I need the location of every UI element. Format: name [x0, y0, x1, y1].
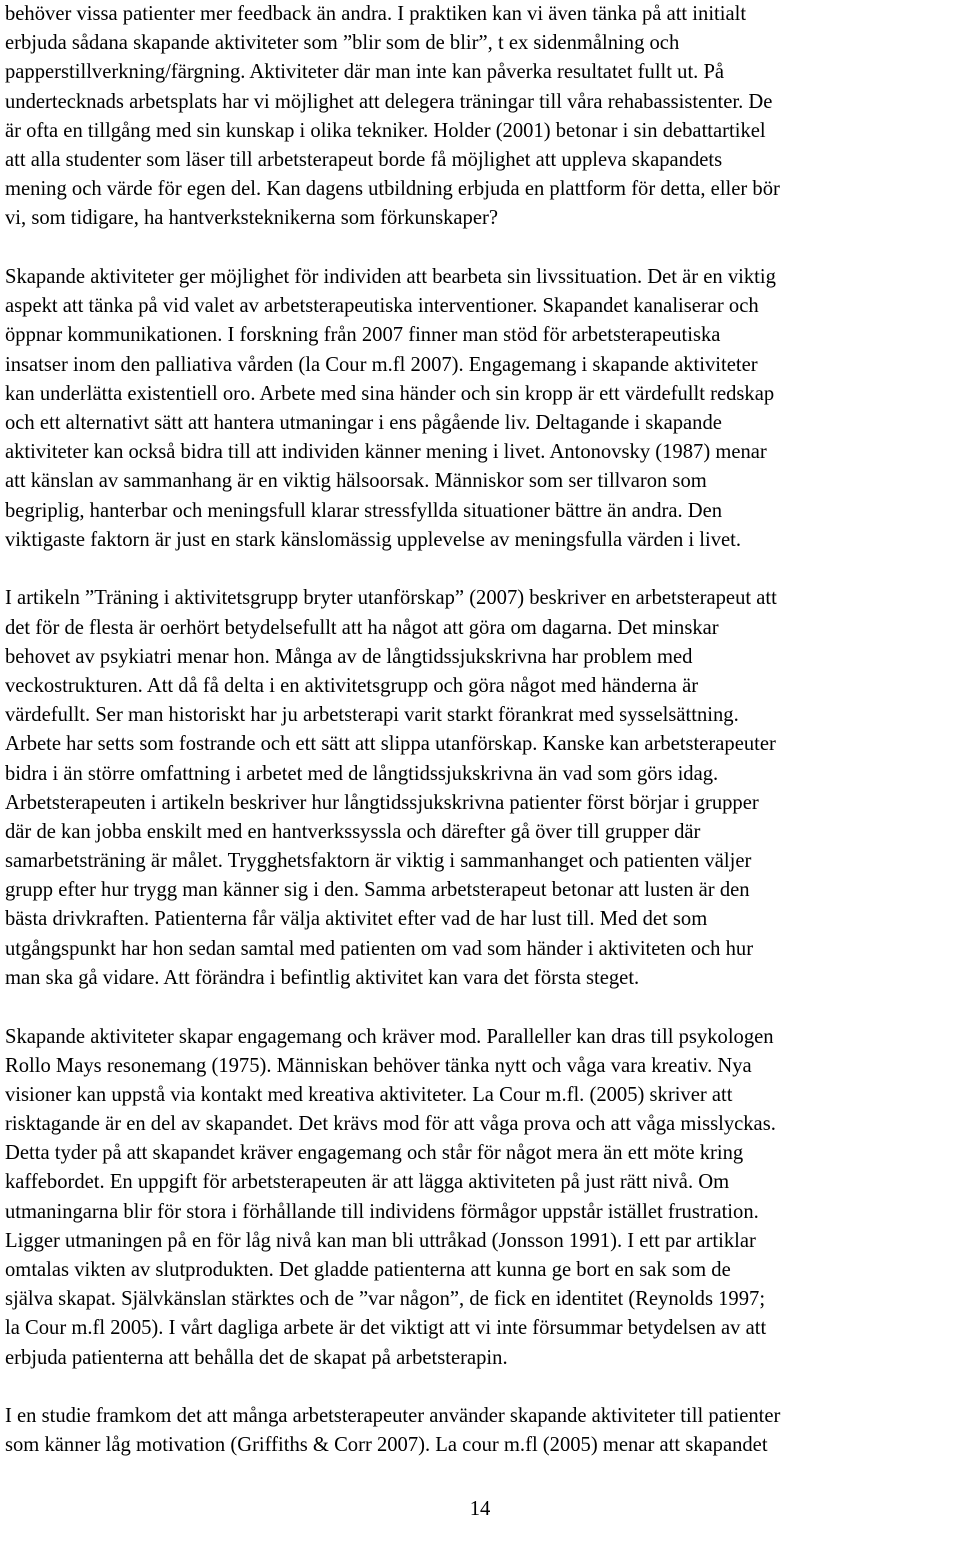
text-line: insatser inom den palliativa vården (la Cour m.fl 2007). Engagemang i skapande aktiviteter — [5, 353, 758, 376]
text-line: bidra i än större omfattning i arbetet med de långtidssjukskrivna än vad som görs idag. — [5, 762, 719, 785]
text-line: visioner kan uppstå via kontakt med kreativa aktiviteter. La Cour m.fl. (2005) skriver att — [5, 1083, 733, 1106]
text-line: grupp efter hur trygg man känner sig i den. Samma arbetsterapeut betonar att lusten är den — [5, 879, 750, 902]
text-line: som känner låg motivation (Griffiths & Corr 2007). La cour m.fl (2005) menar att skapandet — [5, 1434, 768, 1457]
page-number: 14 — [469, 1498, 491, 1520]
text-line: Detta tyder på att skapandet kräver engagemang och står för något mera än ett möte kring — [5, 1142, 744, 1165]
text-line: Arbetsterapeuten i artikeln beskriver hur långtidssjukskrivna patienter först börjar i grupper — [5, 791, 759, 814]
text-line: man ska gå vidare. Att förändra i befintlig aktivitet kan vara det första steget. — [5, 966, 640, 989]
text-line: samarbetsträning är målet. Trygghetsfaktorn är viktig i sammanhanget och patienten väljer — [5, 850, 752, 873]
text-line: veckostrukturen. Att då få delta i en aktivitetsgrupp och göra något med händerna är — [5, 674, 699, 697]
text-line: och ett alternativt sätt att hantera utmaningar i ens pågående liv. Deltagande i skapande — [5, 411, 722, 434]
text-line: där de kan jobba enskilt med en hantverkssyssla och därefter gå över till grupper där — [5, 820, 701, 843]
text-line: öppnar kommunikationen. I forskning från 2007 finner man stöd för arbetsterapeutiska — [5, 324, 721, 347]
text-line: undertecknads arbetsplats har vi möjlighet att delegera träningar till våra rehabassistenter. De — [5, 90, 773, 113]
text-line: kan underlätta existentiell oro. Arbete med sina händer och sin kropp är ett värdefullt redskap — [5, 382, 775, 405]
text-line: utmaningarna blir för stora i förhållande till individens förmågor uppstår istället frustration. — [5, 1200, 759, 1223]
text-line: Rollo Mays resonemang (1975). Människan behöver tänka nytt och våga vara kreativ. Nya — [5, 1054, 752, 1077]
text-line: la Cour m.fl 2005). I vårt dagliga arbete är det viktigt att vi inte försummar betydelsen av att — [5, 1317, 767, 1340]
text-line: erbjuda sådana skapande aktiviteter som ”blir som de blir”, t ex sidenmålning och — [5, 32, 680, 55]
text-line: begriplig, hanterbar och meningsfull klarar stressfyllda situationer bättre än andra. Den — [5, 499, 723, 522]
text-line: att alla studenter som läser till arbetsterapeut borde få möjlighet att uppleva skapandets — [5, 148, 723, 171]
text-line: utgångspunkt har hon sedan samtal med patienten om vad som händer i aktiviteten och hur — [5, 937, 754, 960]
text-line: vi, som tidigare, ha hantverksteknikerna som förkunskaper? — [5, 207, 498, 230]
text-line: erbjuda patienterna att behålla det de skapat på arbetsterapin. — [5, 1346, 508, 1369]
text-line: I artikeln ”Träning i aktivitetsgrupp bryter utanförskap” (2007) beskriver en arbetsterapeut att — [5, 587, 777, 610]
paragraph-2 — [5, 263, 955, 555]
paragraph-4 — [5, 1023, 955, 1373]
paragraph-5 — [5, 1402, 955, 1460]
text-line: att känslan av sammanhang är en viktig hälsoorsak. Människor som ser tillvaron som — [5, 470, 707, 493]
text-line: behöver vissa patienter mer feedback än andra. I praktiken kan vi även tänka på att initialt — [5, 3, 747, 25]
text-line: är ofta en tillgång med sin kunskap i olika tekniker. Holder (2001) betonar i sin debattartikel — [5, 119, 766, 142]
text-line: bästa drivkraften. Patienterna får välja aktivitet efter vad de har lust till. Med det som — [5, 908, 708, 931]
text-line: viktigaste faktorn är just en stark känslomässig upplevelse av meningsfulla värden i livet. — [5, 528, 742, 551]
text-line: I en studie framkom det att många arbetsterapeuter använder skapande aktiviteter till patienter — [5, 1405, 781, 1428]
text-line: mening och värde för egen del. Kan dagens utbildning erbjuda en plattform för detta, eller bör — [5, 178, 780, 201]
text-line: Arbete har setts som fostrande och ett sätt att slippa utanförskap. Kanske kan arbetsterapeuter — [5, 733, 776, 756]
text-line: risktagande är en del av skapandet. Det krävs mod för att våga prova och att våga misslyckas. — [5, 1113, 776, 1136]
paragraph-3 — [5, 584, 955, 993]
text-line: det för de flesta är oerhört betydelsefullt att ha något att göra om dagarna. Det minskar — [5, 616, 719, 639]
document-page — [5, 0, 955, 1490]
text-line: omtalas vikten av slutprodukten. Det gladde patienterna att kunna ge bort en sak som de — [5, 1259, 731, 1281]
text-line: aktiviteter kan också bidra till att individen känner mening i livet. Antonovsky (1987) menar — [5, 441, 767, 464]
text-line: kaffebordet. En uppgift för arbetsterapeuten är att lägga aktiviteten på just rätt nivå. Om — [5, 1171, 730, 1194]
text-line: själva skapat. Självkänslan stärktes och de ”var någon”, de fick en identitet (Reynolds 1997; — [5, 1288, 766, 1311]
text-line: papperstillverkning/färgning. Aktiviteter där man inte kan påverka resultatet fullt ut. På — [5, 61, 725, 84]
text-line: Skapande aktiviteter skapar engagemang och kräver mod. Paralleller kan dras till psykologen — [5, 1025, 774, 1048]
text-line: aspekt att tänka på vid valet av arbetsterapeutiska interventioner. Skapandet kanaliserar och — [5, 295, 759, 318]
text-line: Ligger utmaningen på en för låg nivå kan man bli uttråkad (Jonsson 1991). I ett par artiklar — [5, 1229, 756, 1252]
paragraph-1 — [5, 0, 955, 234]
text-line: värdefullt. Ser man historiskt har ju arbetsterapi varit starkt förankrat med sysselsättning. — [5, 704, 739, 727]
text-line: behovet av psykiatri menar hon. Många av de långtidssjukskrivna har problem med — [5, 645, 693, 668]
text-line: Skapande aktiviteter ger möjlighet för individen att bearbeta sin livssituation. Det är en viktig — [5, 266, 776, 288]
